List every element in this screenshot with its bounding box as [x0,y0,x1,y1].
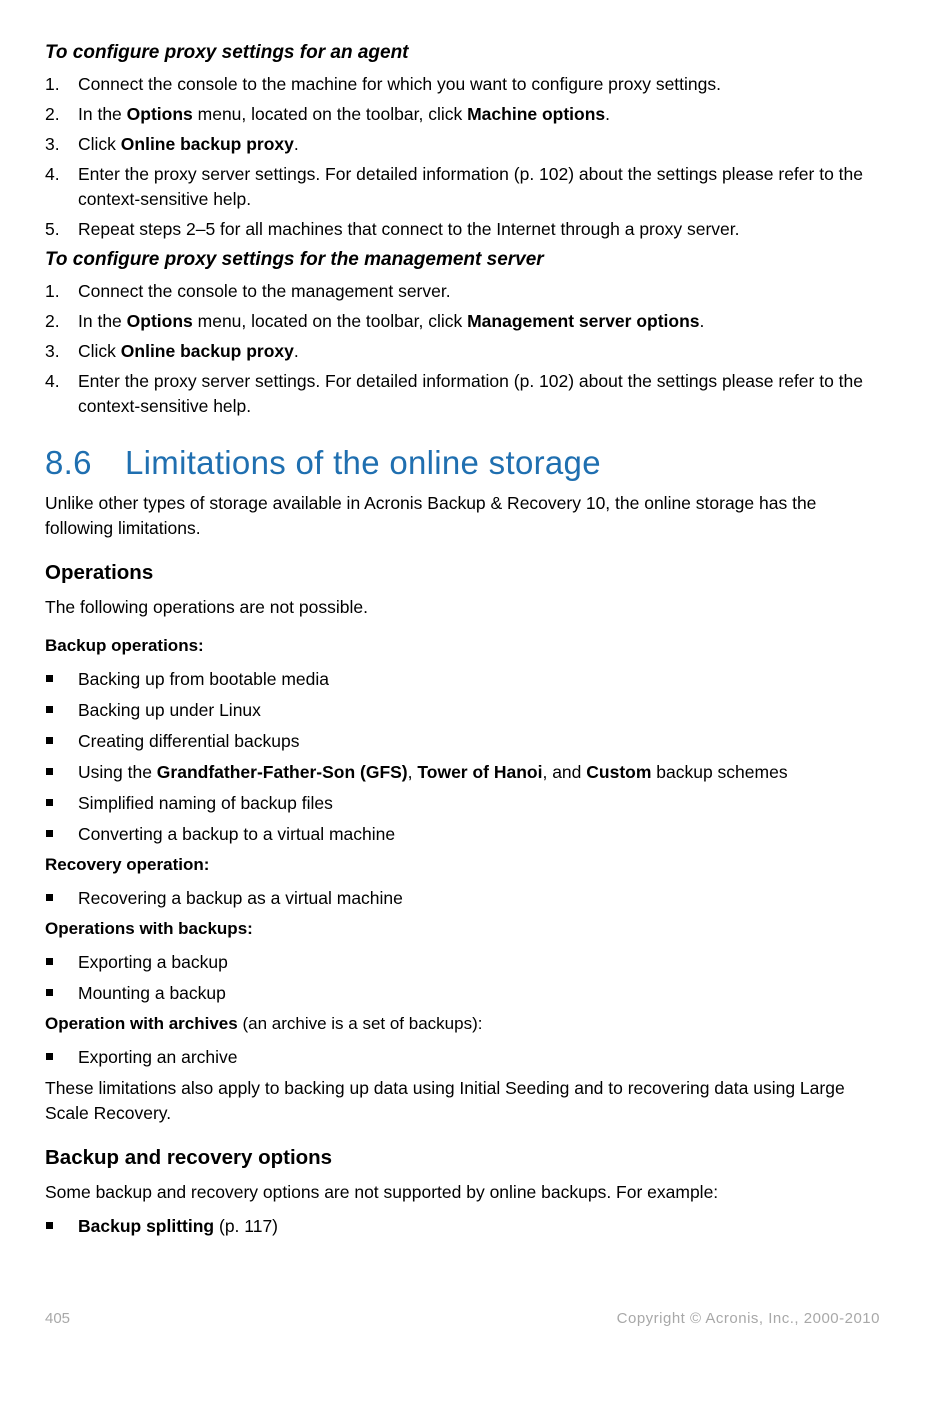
bullet-square-icon [46,894,53,901]
bullet-square-icon [46,675,53,682]
copyright-notice: Copyright © Acronis, Inc., 2000-2010 [616,1310,880,1327]
backup-operations-list [45,667,880,847]
menu-name: Options [126,104,193,124]
list-item: Backup splitting (p. 117) [45,1214,880,1239]
procedure-title-agent: To configure proxy settings for an agent [45,42,409,63]
bullet-square-icon [46,737,53,744]
operations-with-backups-label: Operations with backups: [45,919,253,938]
step-item: 1. Connect the console to the machine for which you want to configure proxy settings. [45,74,721,94]
page-number: 405 [45,1310,71,1327]
section-heading [45,441,880,485]
list-item: Using the Grandfather-Father-Son (GFS), Tower of Hanoi, and Custom backup schemes [45,760,880,785]
command-name: Online backup proxy [120,341,294,361]
options-list [45,1214,880,1239]
menu-name: Options [126,311,193,331]
bullet-square-icon [46,989,53,996]
server-steps-list [45,279,880,419]
step-item: 5. Repeat steps 2–5 for all machines that connect to the Internet through a proxy server. [45,219,740,239]
options-heading: Backup and recovery options [45,1146,333,1169]
operations-intro: The following operations are not possible. [45,597,368,617]
list-item: Mounting a backup [45,981,880,1006]
operation-with-archives-label: Operation with archives (an archive is a set of backups): [45,1014,483,1033]
step-item: 4. Enter the proxy server settings. For detailed information (p. 102) about the settings please refer to the context-sensitive help. [45,371,864,416]
step-item: 3. Click Online backup proxy. [45,134,299,154]
list-item: Exporting an archive [45,1045,880,1070]
bullet-square-icon [46,706,53,713]
bullet-square-icon [46,958,53,965]
bullet-square-icon [46,830,53,837]
step-item: 2. In the Options menu, located on the toolbar, click Machine options. [45,104,611,124]
bullet-square-icon [46,768,53,775]
list-item: Converting a backup to a virtual machine [45,822,880,847]
command-name: Online backup proxy [120,134,294,154]
list-item: Recovering a backup as a virtual machine [45,886,880,911]
procedure-title-server: To configure proxy settings for the management server [45,249,544,270]
step-item: 3. Click Online backup proxy. [45,341,299,361]
operations-with-backups-list [45,950,880,1006]
options-intro: Some backup and recovery options are not supported by online backups. For example: [45,1182,719,1202]
operation-with-archives-list [45,1045,880,1070]
recovery-operation-list [45,886,880,911]
step-item: 1. Connect the console to the management server. [45,281,451,301]
backup-operations-label: Backup operations: [45,636,204,655]
list-item: Backing up from bootable media [45,667,880,692]
list-item: Simplified naming of backup files [45,791,880,816]
operations-heading: Operations [45,561,154,584]
list-item: Creating differential backups [45,729,880,754]
agent-steps-list [45,72,880,242]
section-title: Limitations of the online storage [125,444,601,481]
step-item: 4. Enter the proxy server settings. For detailed information (p. 102) about the settings please refer to the context-sensitive help. [45,164,864,209]
limitations-note: These limitations also apply to backing up data using Initial Seeding and to recovering data using Large Scale Recovery. [45,1078,845,1123]
bullet-square-icon [46,1222,53,1229]
document-page [45,40,880,1245]
list-item: Backing up under Linux [45,698,880,723]
bullet-square-icon [46,1053,53,1060]
list-item: Exporting a backup [45,950,880,975]
command-name: Machine options [467,104,606,124]
recovery-operation-label: Recovery operation: [45,855,210,874]
step-item: 2. In the Options menu, located on the toolbar, click Management server options. [45,311,705,331]
section-number: 8.6 [45,444,92,481]
section-intro: Unlike other types of storage available in Acronis Backup & Recovery 10, the online storage has the following limitations. [45,493,817,538]
bullet-square-icon [46,799,53,806]
page-footer [45,1310,880,1327]
command-name: Management server options [467,311,700,331]
option-link[interactable]: Backup splitting [78,1216,215,1236]
